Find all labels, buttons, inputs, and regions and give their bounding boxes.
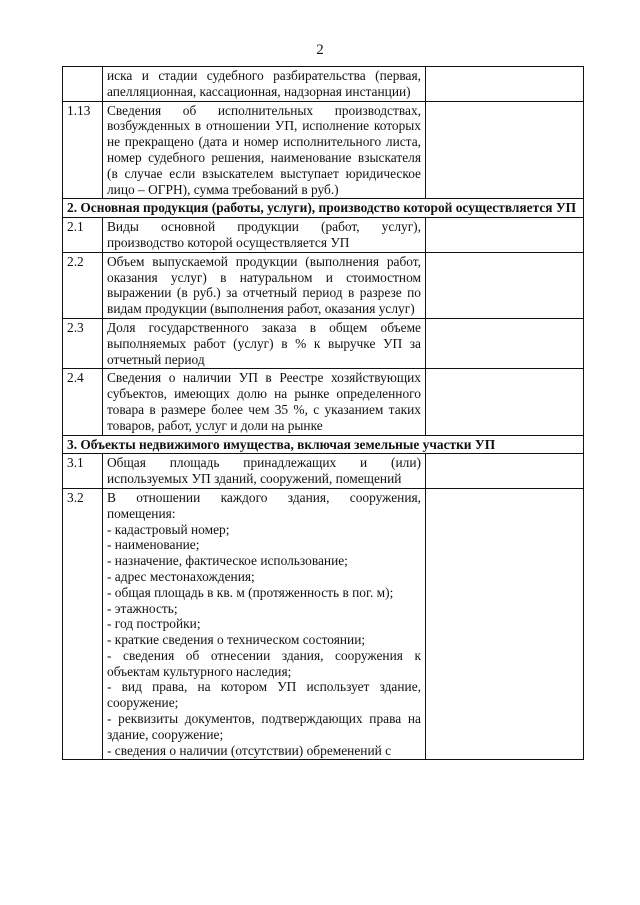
row-description: Объем выпускаемой продукции (выполнения работ, оказания услуг) в натуральном и стоимостном выражении (в руб.) за отчетный период в разрезе по видам продукции (выполнения работ, оказания услуг) (103, 252, 426, 318)
row-value (426, 101, 584, 199)
table-row (63, 252, 584, 318)
list-item: - кадастровый номер; (107, 521, 230, 537)
list-item: - общая площадь в кв. м (протяженность в пог. м); (107, 584, 394, 600)
row-value (426, 369, 584, 435)
document-table (62, 66, 584, 760)
list-item: - год постройки; (107, 616, 201, 632)
table-row (63, 318, 584, 368)
list-item: - реквизиты документов, подтверждающих права на здание, сооружение; (107, 711, 421, 742)
list-item: - сведения об отнесении здания, сооружения к объектам культурного наследия; (107, 647, 421, 679)
table-row (63, 218, 584, 253)
row-description: Виды основной продукции (работ, услуг), производство которой осуществляется УП (103, 218, 426, 253)
row-description (103, 488, 426, 760)
row-value (426, 218, 584, 253)
row-number (63, 67, 103, 102)
table-row (63, 369, 584, 435)
row-number: 2.4 (63, 369, 103, 435)
list-item: - адрес местонахождения; (107, 568, 255, 584)
row-description: Доля государственного заказа в общем объеме выполняемых работ (услуг) в % к выручке УП за отчетный период (103, 318, 426, 368)
section-title: 2. Основная продукция (работы, услуги), производство которой осуществляется УП (63, 199, 584, 218)
row-number: 2.1 (63, 218, 103, 253)
row-value (426, 67, 584, 102)
list-item: - вид права, на котором УП использует здание, сооружение; (107, 679, 421, 711)
list-item: - краткие сведения о техническом состоянии; (107, 632, 366, 648)
row-description: Общая площадь принадлежащих и (или) используемых УП зданий, сооружений, помещений (103, 454, 426, 489)
table-row (63, 488, 584, 760)
page-number: 2 (316, 42, 324, 58)
section-title: 3. Объекты недвижимого имущества, включая земельные участки УП (63, 435, 584, 454)
row-number: 2.2 (63, 252, 103, 318)
list-item: - этажность; (107, 600, 178, 616)
table-row (63, 101, 584, 199)
table-row (63, 67, 584, 102)
list-item: - наименование; (107, 537, 200, 553)
row-number: 2.3 (63, 318, 103, 368)
row-value (426, 488, 584, 760)
row-description: Сведения об исполнительных производствах, возбужденных в отношении УП, исполнение которых не прекращено (дата и номер исполнительного листа, номер судебного решения, наименование взыскателя (в случае если взыскателем выступает юридическое лицо – ОГРН), сумма требований в руб.) (103, 101, 426, 199)
row-intro: В отношении каждого здания, сооружения, помещения: (107, 489, 421, 521)
table-row (63, 454, 584, 489)
row-value (426, 318, 584, 368)
row-value (426, 252, 584, 318)
list-item: - сведения о наличии (отсутствии) обременений с (107, 742, 392, 758)
section-header (63, 435, 584, 454)
row-description: иска и стадии судебного разбирательства (первая, апелляционная, кассационная, надзорная инстанции) (103, 67, 426, 102)
row-description: Сведения о наличии УП в Реестре хозяйствующих субъектов, имеющих долю на рынке определенного товара в размере более чем 35 %, с указанием таких товаров, работ, услуг и доли на рынке (103, 369, 426, 435)
row-value (426, 454, 584, 489)
attribute-list (107, 522, 421, 759)
row-number: 3.2 (63, 488, 103, 760)
row-number: 1.13 (63, 101, 103, 199)
row-number: 3.1 (63, 454, 103, 489)
section-header (63, 199, 584, 218)
list-item: - назначение, фактическое использование; (107, 553, 348, 569)
